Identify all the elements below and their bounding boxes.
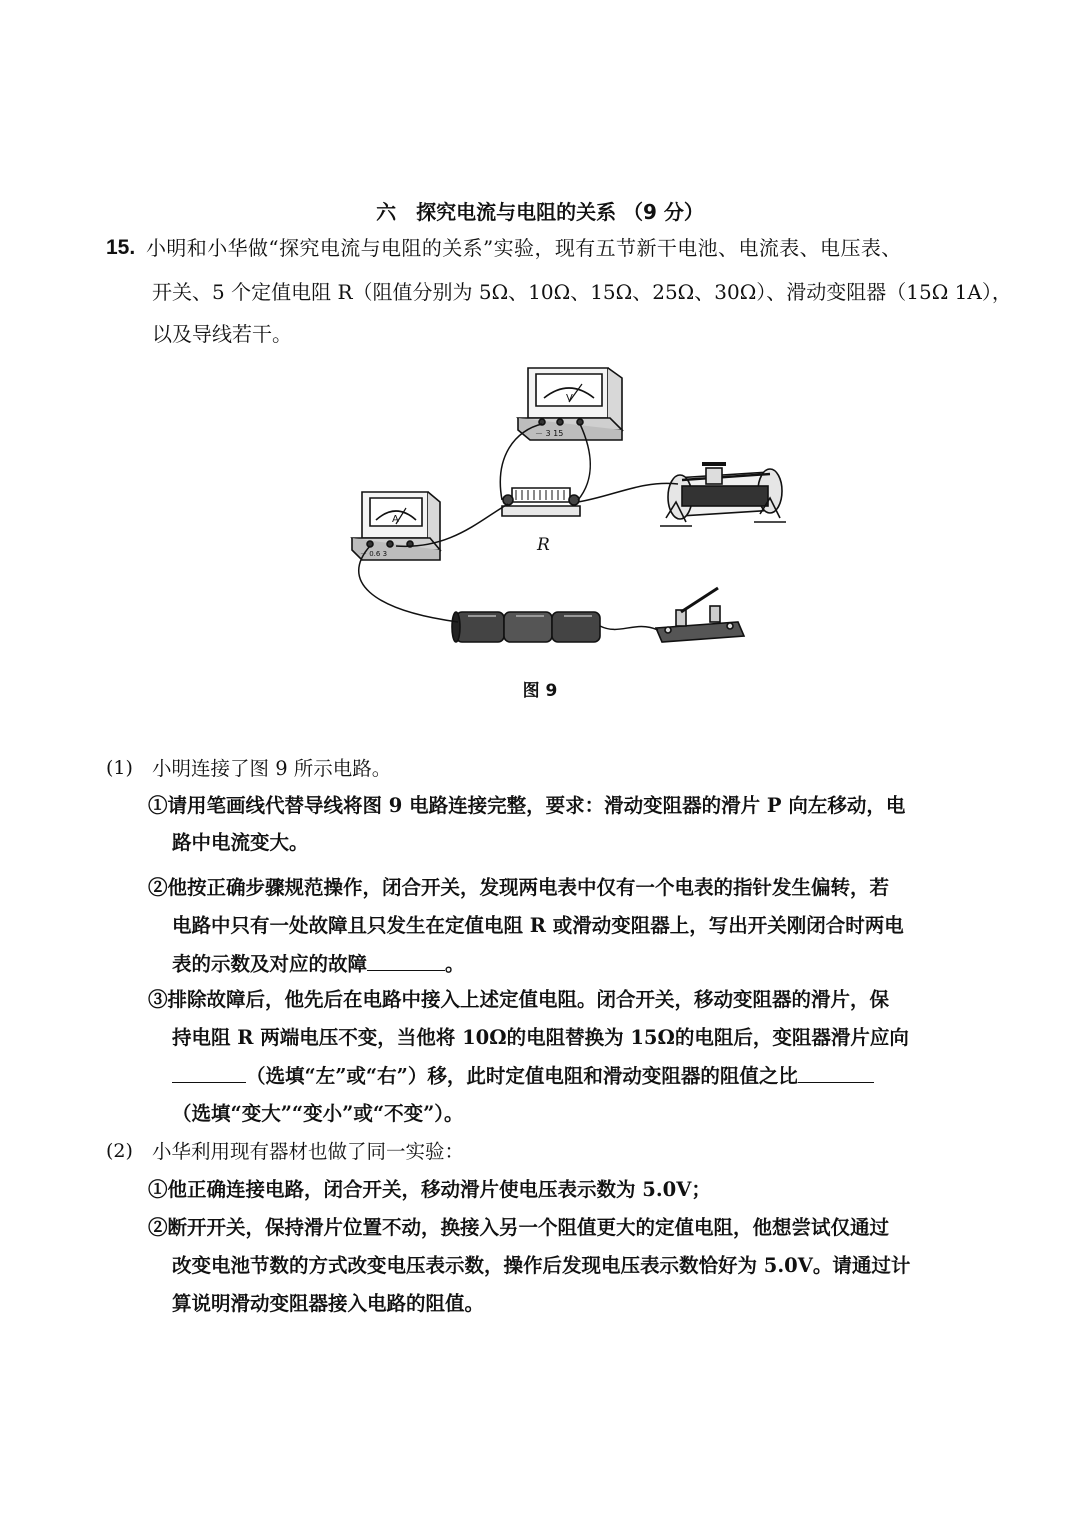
part1-q2-line-3 [172,952,465,976]
part1-q1-line-1: ①请用笔画线代替导线将图 9 电路连接完整，要求：滑动变阻器的滑片 P 向左移动，电 [148,794,906,817]
ammeter-symbol: A [392,514,399,525]
resistor-label: R [537,535,550,555]
part1-q2-line-3-end: 。 [445,952,465,976]
ammeter-terminals: － 0.6 3 [360,550,388,558]
part1-q3-line-3 [172,1064,874,1088]
answer-blank-direction[interactable] [172,1064,246,1083]
part1-q2-line-1: ②他按正确步骤规范操作，闭合开关，发现两电表中仅有一个电表的指针发生偏转，若 [148,876,890,899]
part1-q1-line-2: 路中电流变大。 [172,831,309,854]
question-stem-line-1: 小明和小华做“探究电流与电阻的关系”实验，现有五节新干电池、电流表、电压表、 [146,236,902,260]
question-stem-line-3: 以及导线若干。 [152,322,292,346]
answer-blank-ratio[interactable] [798,1064,874,1083]
figure-caption: 图 9 [522,681,558,701]
voltmeter-icon [518,368,622,440]
switch-icon [656,588,744,642]
part2-intro: 小华利用现有器材也做了同一实验： [152,1140,465,1163]
rheostat-icon [660,464,786,526]
part2-step-2-line-3: 算说明滑动变阻器接入电路的阻值。 [172,1292,485,1315]
battery-pack-icon [452,612,600,642]
section-title: 六 探究电流与电阻的关系 （9 分） [376,200,704,224]
part1-label: (1) [106,757,133,779]
part1-intro: 小明连接了图 9 所示电路。 [152,757,392,780]
resistor-icon [502,488,580,516]
part1-q3-line-1: ③排除故障后，他先后在电路中接入上述定值电阻。闭合开关，移动变阻器的滑片，保 [148,988,890,1011]
question-stem-line-2: 开关、5 个定值电阻 R（阻值分别为 5Ω、10Ω、15Ω、25Ω、30Ω）、滑动变阻器（15Ω 1A）， [152,280,1012,304]
part2-step-2-line-2: 改变电池节数的方式改变电压表示数，操作后发现电压表示数恰好为 5.0V。请通过计 [172,1254,911,1277]
part1-q2-line-3-text: 表的示数及对应的故障 [172,952,368,976]
answer-blank-fault[interactable] [367,952,445,971]
part1-q3-line-4: （选填“变大”“变小”或“不变”）。 [172,1102,464,1125]
voltmeter-symbol: V [566,393,573,404]
part1-q3-line-2: 持电阻 R 两端电压不变，当他将 10Ω的电阻替换为 15Ω的电阻后，变阻器滑片应向 [172,1026,909,1049]
voltmeter-terminals: － 3 15 [535,429,564,438]
part2-step-1: ①他正确连接电路，闭合开关，移动滑片使电压表示数为 5.0V； [148,1178,711,1201]
part2-label: (2) [106,1140,133,1162]
part2-step-2-line-1: ②断开开关，保持滑片位置不动，换接入另一个阻值更大的定值电阻，他想尝试仅通过 [148,1216,890,1239]
part1-q2-line-2: 电路中只有一处故障且只发生在定值电阻 R 或滑动变阻器上，写出开关刚闭合时两电 [172,914,904,937]
circuit-figure [330,360,800,660]
question-number: 15. [106,236,136,259]
part1-q3-line-3-text: （选填“左”或“右”）移，此时定值电阻和滑动变阻器的阻值之比 [246,1064,798,1088]
